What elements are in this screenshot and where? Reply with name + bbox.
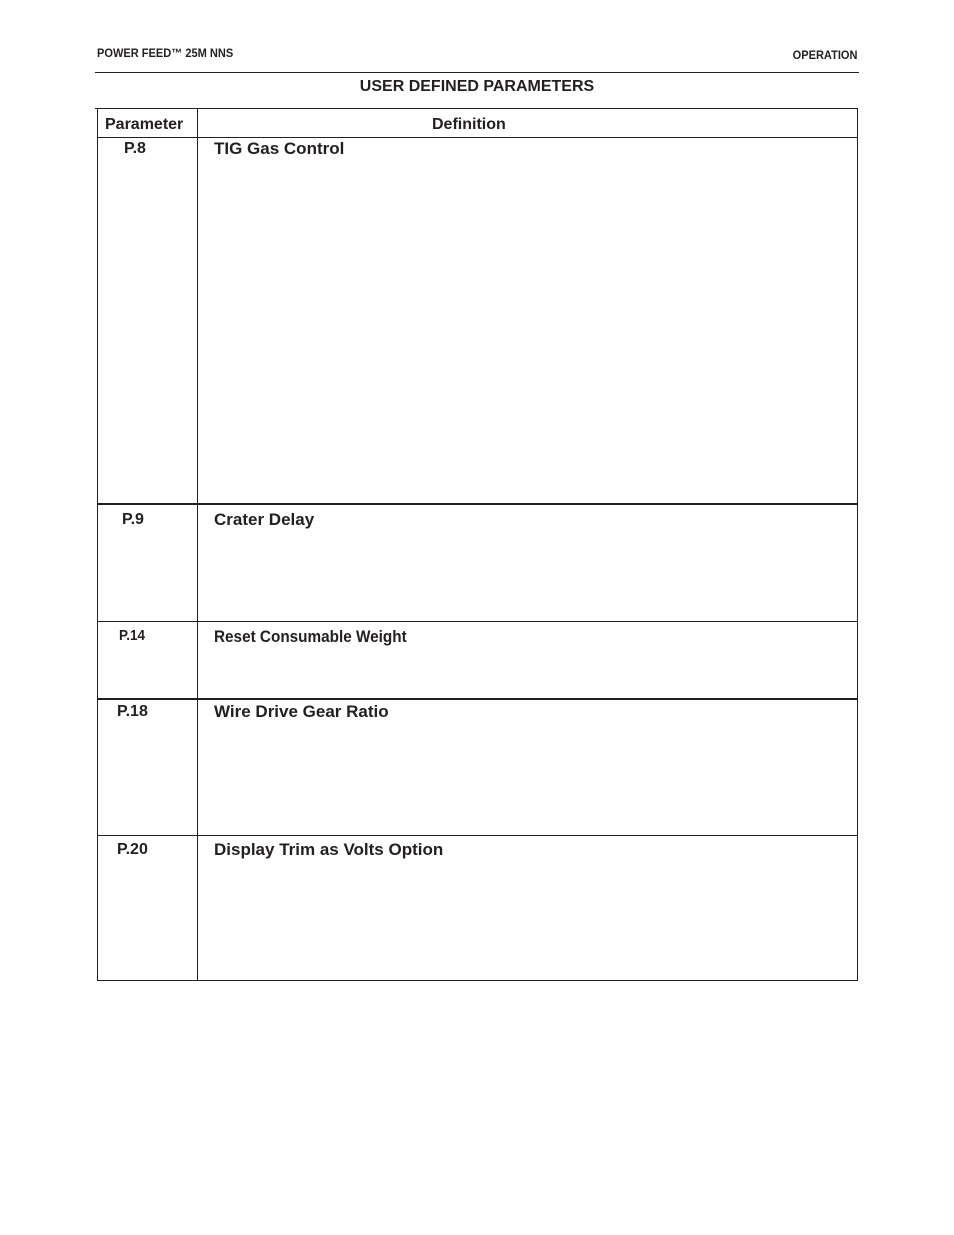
- column-header-definition: Definition: [432, 116, 506, 133]
- parameter-title-p9: Crater Delay: [214, 510, 315, 529]
- header-product-name: POWER FEED™ 25M NNS: [97, 46, 234, 60]
- row-divider: [98, 698, 857, 700]
- parameter-title-p20: Display Trim as Volts Option: [214, 840, 444, 859]
- page-title: USER DEFINED PARAMETERS: [359, 78, 595, 95]
- parameters-table: [97, 108, 858, 981]
- parameter-title-p8: TIG Gas Control: [214, 139, 345, 158]
- header-section-name: OPERATION: [792, 48, 857, 62]
- header-row-divider: [98, 137, 857, 138]
- row-divider: [98, 503, 857, 505]
- parameter-id-p9: P.9: [122, 511, 144, 528]
- parameter-id-p18: P.18: [117, 703, 148, 720]
- parameter-id-p8: P.8: [124, 140, 146, 157]
- parameter-id-p14: P.14: [119, 627, 146, 644]
- parameter-id-p20: P.20: [117, 841, 148, 858]
- row-divider: [98, 835, 857, 836]
- parameter-title-p14: Reset Consumable Weight: [214, 627, 407, 646]
- header-rule: [95, 72, 859, 73]
- column-header-parameter: Parameter: [105, 116, 184, 133]
- row-divider: [98, 621, 857, 622]
- parameter-title-p18: Wire Drive Gear Ratio: [214, 702, 389, 721]
- column-divider: [197, 109, 198, 980]
